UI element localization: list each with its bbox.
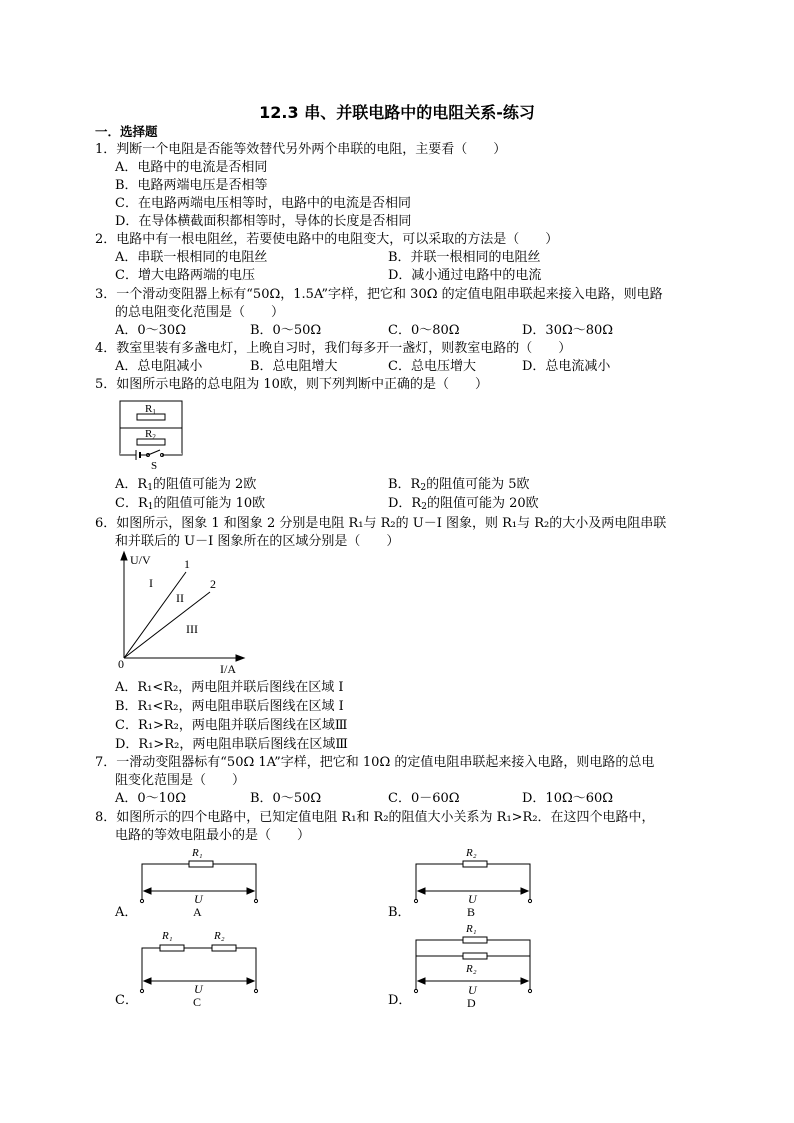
q8-option-b: B．: [388, 905, 411, 920]
q6-y-axis-label: U/V: [130, 553, 151, 567]
q6-line2-label: 2: [210, 577, 216, 591]
q8b-u-label: U: [468, 892, 477, 906]
q8c-caption: C: [193, 995, 202, 1008]
q7-stem-line2: 阻变化范围是（ ）: [115, 773, 246, 788]
q5-option-a: A．$R_1$的阻值可能为 2欧: [115, 477, 257, 493]
q5-option-d: D．$R_2$的阻值可能为 20欧: [388, 496, 539, 512]
q2-option-d: D．减小通过电路中的电流: [388, 268, 542, 283]
q3-option-c: C．0～80Ω: [388, 323, 460, 338]
q6-x-axis-label: I/A: [220, 662, 236, 676]
q8d-r1-label: R₁: [466, 923, 477, 935]
q8-circuit-c: [134, 926, 264, 1008]
q2-option-a: A．串联一根相同的电阻丝: [115, 250, 268, 265]
q1-option-b: B．电路两端电压是否相等: [115, 178, 268, 193]
page-title: 12.3 串、并联电路中的电阻关系-练习: [259, 103, 535, 122]
q8d-caption: D: [467, 996, 476, 1008]
q3-stem-line1: 3．一个滑动变阻器上标有“50Ω，1.5A”字样，把它和 30Ω 的定值电阻串联起来接入电路，则电路: [95, 287, 663, 302]
q8c-r2-label: R₂: [214, 930, 225, 942]
q5-option-c: C．$R_1$的阻值可能为 10欧: [115, 496, 266, 512]
q3-option-d: D．30Ω～80Ω: [522, 323, 614, 338]
q4-option-b: B．总电阻增大: [250, 359, 338, 374]
q6-stem-line1: 6．如图所示，图象 1 和图象 2 分别是电阻 R₁与 R₂的 U－I 图象，则 R₁与 R₂的大小及两电阻串联: [95, 516, 667, 531]
q8b-r2-label: R₂: [466, 847, 477, 859]
q8a-caption: A: [193, 905, 202, 918]
q5-option-b: B．$R_2$的阻值可能为 5欧: [388, 477, 530, 493]
q5-switch-label: S: [151, 460, 158, 472]
q2-option-c: C．增大电路两端的电压: [115, 268, 255, 283]
q8-option-a: A．: [115, 905, 138, 920]
q6-option-c: C．R₁>R₂，两电阻并联后图线在区域Ⅲ: [115, 718, 348, 733]
q5-r2-label: R2: [145, 428, 156, 441]
q6-option-a: A．R₁<R₂，两电阻并联后图线在区域 I: [115, 680, 344, 695]
q6-stem-line2: 和并联后的 U－I 图象所在的区域分别是（ ）: [115, 534, 400, 549]
q3-option-a: A．0～30Ω: [115, 323, 186, 338]
q2-stem: 2．电路中有一根电阻丝，若要使电路中的电阻变大，可以采取的方法是（ ）: [95, 232, 559, 247]
q4-option-a: A．总电阻减小: [115, 359, 203, 374]
q8-option-c: C．: [115, 993, 138, 1008]
q4-option-c: C．总电压增大: [388, 359, 476, 374]
q8c-u-label: U: [194, 982, 203, 996]
q7-option-c: C．0－60Ω: [388, 791, 460, 806]
section-heading: 一．选择题: [95, 124, 158, 139]
q1-stem: 1．判断一个电阻是否能等效替代另外两个串联的电阻，主要看（ ）: [95, 142, 507, 157]
q1-option-d: D．在导体横截面积都相等时，导体的长度是否相同: [115, 214, 412, 229]
q8b-caption: B: [467, 905, 476, 918]
q4-option-d: D．总电流减小: [522, 359, 611, 374]
q5-stem: 5．如图所示电路的总电阻为 10欧，则下列判断中正确的是（ ）: [95, 377, 488, 392]
q6-region3-label: III: [186, 622, 198, 636]
q7-option-d: D．10Ω～60Ω: [522, 791, 614, 806]
q6-line1-label: 1: [184, 557, 190, 571]
q7-stem-line1: 7．一滑动变阻器标有“50Ω 1A”字样，把它和 10Ω 的定值电阻串联起来接入电路，则电路的总电: [95, 755, 655, 770]
q6-region1-label: I: [149, 576, 153, 590]
q6-origin-label: 0: [118, 657, 124, 671]
q5-r1-label: R1: [145, 403, 156, 416]
q4-stem: 4．教室里装有多盏电灯，上晚自习时，我们每多开一盏灯，则教室电路的（ ）: [95, 341, 572, 356]
q1-option-c: C．在电路两端电压相等时，电路中的电流是否相同: [115, 196, 411, 211]
q8d-r2-label: R₂: [466, 963, 477, 975]
q8-circuit-d: [408, 918, 538, 1008]
q6-ui-graph: [112, 550, 252, 676]
q8-stem-line2: 电路的等效电阻最小的是（ ）: [115, 828, 311, 843]
q3-stem-line2: 的总电阻变化范围是（ ）: [115, 305, 285, 320]
q6-region2-label: II: [176, 591, 184, 605]
q7-option-a: A．0～10Ω: [115, 791, 186, 806]
q8-circuit-b: [408, 842, 538, 918]
q6-option-b: B．R₁<R₂，两电阻串联后图线在区域 I: [115, 699, 344, 714]
q3-option-b: B．0～50Ω: [250, 323, 322, 338]
q2-option-b: B．并联一根相同的电阻丝: [388, 250, 541, 265]
q1-option-a: A．电路中的电流是否相同: [115, 160, 268, 175]
q8c-r1-label: R₁: [162, 930, 173, 942]
q8-option-d: D．: [388, 993, 412, 1008]
q8a-r1-label: R₁: [192, 847, 203, 859]
q8-circuit-a: [134, 842, 264, 918]
q8-stem-line1: 8．如图所示的四个电路中，已知定值电阻 R₁和 R₂的阻值大小关系为 R₁>R₂．在这四个电路中，: [95, 810, 655, 825]
q6-option-d: D．R₁>R₂，两电阻串联后图线在区域Ⅲ: [115, 737, 348, 752]
q7-option-b: B．0～50Ω: [250, 791, 322, 806]
q8a-u-label: U: [194, 892, 203, 906]
q5-circuit-diagram: [112, 395, 192, 473]
q8d-u-label: U: [468, 983, 477, 997]
